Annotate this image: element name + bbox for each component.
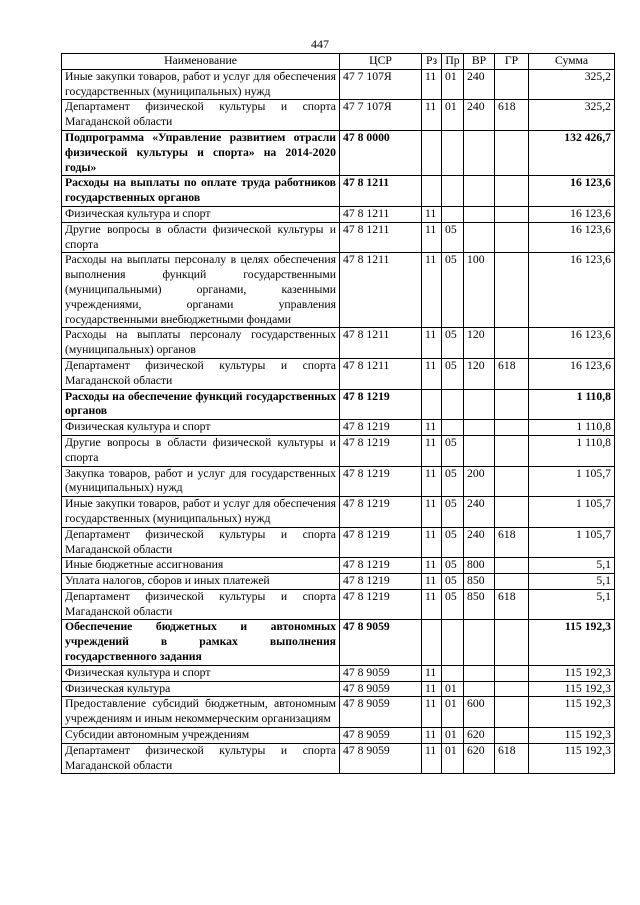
cell-gr: 618: [495, 100, 529, 131]
cell-vr: 850: [464, 589, 495, 620]
cell-pr: 05: [442, 466, 464, 497]
cell-csr: 47 8 1219: [340, 435, 422, 466]
cell-rz: [422, 176, 442, 207]
table-row: [62, 728, 615, 744]
cell-vr: 600: [464, 697, 495, 728]
table-row: [62, 681, 615, 697]
cell-pr: [442, 206, 464, 222]
cell-name: Расходы на выплаты персоналу в целях обеспечения выполнения функций государственными (муниципальными) органами, казенными учреждениями, органами управления государственными внебюджетными фондами: [62, 253, 340, 328]
cell-pr: 05: [442, 589, 464, 620]
cell-vr: [464, 420, 495, 436]
cell-gr: [495, 253, 529, 328]
cell-name: Департамент физической культуры и спорта Магаданской области: [62, 743, 340, 774]
cell-name: Предоставление субсидий бюджетным, автономным учреждениям и иным некоммерческим организациям: [62, 697, 340, 728]
page-number: 447: [311, 37, 329, 51]
cell-gr: [495, 697, 529, 728]
cell-gr: [495, 222, 529, 253]
header-sum: Сумма: [529, 54, 615, 70]
cell-rz: 11: [422, 681, 442, 697]
cell-sum: 16 123,6: [529, 222, 615, 253]
cell-rz: 11: [422, 527, 442, 558]
cell-csr: 47 8 9059: [340, 620, 422, 665]
cell-vr: [464, 222, 495, 253]
cell-name: Уплата налогов, сборов и иных платежей: [62, 574, 340, 590]
cell-csr: 47 8 1211: [340, 206, 422, 222]
cell-rz: 11: [422, 743, 442, 774]
table-row: [62, 527, 615, 558]
cell-name: Расходы на выплаты по оплате труда работников государственных органов: [62, 176, 340, 207]
cell-vr: [464, 665, 495, 681]
table-row: [62, 574, 615, 590]
cell-csr: 47 8 0000: [340, 130, 422, 175]
header-gr: ГР: [495, 54, 529, 70]
header-pr: Пр: [442, 54, 464, 70]
cell-vr: 800: [464, 558, 495, 574]
cell-name: Департамент физической культуры и спорта Магаданской области: [62, 358, 340, 389]
cell-sum: 16 123,6: [529, 253, 615, 328]
table-row: [62, 620, 615, 665]
cell-rz: 11: [422, 589, 442, 620]
table-row: [62, 206, 615, 222]
cell-csr: 47 8 1219: [340, 497, 422, 528]
cell-rz: 11: [422, 100, 442, 131]
cell-rz: 11: [422, 358, 442, 389]
cell-rz: 11: [422, 253, 442, 328]
table-row: [62, 435, 615, 466]
cell-vr: 620: [464, 743, 495, 774]
cell-pr: [442, 130, 464, 175]
cell-sum: 1 110,8: [529, 389, 615, 420]
cell-csr: 47 7 107Я: [340, 100, 422, 131]
cell-gr: [495, 206, 529, 222]
cell-sum: 16 123,6: [529, 176, 615, 207]
cell-name: Подпрограмма «Управление развитием отрасли физической культуры и спорта» на 2014-2020 годы»: [62, 130, 340, 175]
cell-sum: 115 192,3: [529, 728, 615, 744]
table-row: [62, 558, 615, 574]
cell-name: Департамент физической культуры и спорта Магаданской области: [62, 100, 340, 131]
cell-csr: 47 8 9059: [340, 681, 422, 697]
table-row: [62, 69, 615, 100]
cell-pr: 01: [442, 743, 464, 774]
cell-pr: [442, 620, 464, 665]
cell-vr: [464, 176, 495, 207]
cell-gr: [495, 328, 529, 359]
cell-rz: 11: [422, 466, 442, 497]
cell-pr: 01: [442, 69, 464, 100]
cell-csr: 47 8 9059: [340, 697, 422, 728]
cell-name: Физическая культура и спорт: [62, 665, 340, 681]
cell-rz: 11: [422, 206, 442, 222]
cell-rz: [422, 389, 442, 420]
cell-vr: 240: [464, 100, 495, 131]
cell-gr: [495, 69, 529, 100]
cell-csr: 47 8 1219: [340, 574, 422, 590]
cell-csr: 47 8 1219: [340, 420, 422, 436]
cell-gr: [495, 389, 529, 420]
table-row: [62, 743, 615, 774]
cell-rz: 11: [422, 69, 442, 100]
cell-name: Иные закупки товаров, работ и услуг для обеспечения государственных (муниципальных) нужд: [62, 497, 340, 528]
table-row: [62, 589, 615, 620]
cell-gr: [495, 497, 529, 528]
cell-csr: 47 8 9059: [340, 743, 422, 774]
cell-rz: 11: [422, 558, 442, 574]
cell-pr: 05: [442, 222, 464, 253]
cell-csr: 47 8 1211: [340, 358, 422, 389]
cell-name: Физическая культура и спорт: [62, 420, 340, 436]
cell-name: Департамент физической культуры и спорта Магаданской области: [62, 589, 340, 620]
cell-name: Другие вопросы в области физической культуры и спорта: [62, 435, 340, 466]
cell-rz: [422, 620, 442, 665]
cell-pr: 01: [442, 728, 464, 744]
cell-rz: 11: [422, 665, 442, 681]
cell-rz: 11: [422, 697, 442, 728]
cell-vr: [464, 435, 495, 466]
cell-name: Физическая культура: [62, 681, 340, 697]
table-row: [62, 222, 615, 253]
cell-csr: 47 8 9059: [340, 728, 422, 744]
cell-csr: 47 8 9059: [340, 665, 422, 681]
cell-gr: [495, 665, 529, 681]
cell-sum: 115 192,3: [529, 681, 615, 697]
cell-name: Расходы на обеспечение функций государственных органов: [62, 389, 340, 420]
cell-gr: [495, 681, 529, 697]
cell-sum: 5,1: [529, 574, 615, 590]
cell-name: Обеспечение бюджетных и автономных учреждений в рамках выполнения государственного задания: [62, 620, 340, 665]
table-row: [62, 358, 615, 389]
table-row: [62, 665, 615, 681]
cell-gr: [495, 620, 529, 665]
cell-pr: [442, 665, 464, 681]
cell-pr: 05: [442, 328, 464, 359]
cell-pr: 01: [442, 681, 464, 697]
cell-csr: 47 8 1219: [340, 466, 422, 497]
cell-sum: 115 192,3: [529, 743, 615, 774]
cell-name: Другие вопросы в области физической культуры и спорта: [62, 222, 340, 253]
cell-sum: 325,2: [529, 100, 615, 131]
header-rz: Рз: [422, 54, 442, 70]
cell-vr: 100: [464, 253, 495, 328]
table-row: [62, 497, 615, 528]
header-csr: ЦСР: [340, 54, 422, 70]
cell-rz: 11: [422, 435, 442, 466]
budget-table: [61, 53, 615, 774]
cell-rz: 11: [422, 574, 442, 590]
cell-gr: [495, 130, 529, 175]
header-vr: ВР: [464, 54, 495, 70]
cell-sum: 132 426,7: [529, 130, 615, 175]
cell-gr: [495, 435, 529, 466]
cell-gr: 618: [495, 589, 529, 620]
cell-pr: 05: [442, 497, 464, 528]
cell-csr: 47 8 1211: [340, 222, 422, 253]
cell-rz: 11: [422, 497, 442, 528]
cell-csr: 47 8 1219: [340, 589, 422, 620]
table-header-row: [62, 54, 615, 70]
cell-vr: 850: [464, 574, 495, 590]
cell-vr: 200: [464, 466, 495, 497]
cell-sum: 1 110,8: [529, 435, 615, 466]
cell-rz: 11: [422, 420, 442, 436]
cell-vr: 240: [464, 497, 495, 528]
cell-csr: 47 8 1211: [340, 176, 422, 207]
cell-vr: [464, 620, 495, 665]
cell-vr: [464, 130, 495, 175]
cell-pr: [442, 389, 464, 420]
cell-pr: 05: [442, 574, 464, 590]
cell-pr: 01: [442, 697, 464, 728]
cell-sum: 16 123,6: [529, 206, 615, 222]
table-row: [62, 100, 615, 131]
cell-gr: [495, 728, 529, 744]
cell-pr: [442, 420, 464, 436]
table-row: [62, 130, 615, 175]
cell-gr: [495, 466, 529, 497]
cell-sum: 16 123,6: [529, 328, 615, 359]
cell-name: Закупка товаров, работ и услуг для государственных (муниципальных) нужд: [62, 466, 340, 497]
cell-pr: 05: [442, 527, 464, 558]
cell-vr: [464, 681, 495, 697]
table-row: [62, 420, 615, 436]
cell-sum: 5,1: [529, 589, 615, 620]
cell-name: Субсидии автономным учреждениям: [62, 728, 340, 744]
table-row: [62, 176, 615, 207]
cell-sum: 115 192,3: [529, 665, 615, 681]
header-name: Наименование: [62, 54, 340, 70]
table-row: [62, 328, 615, 359]
table-row: [62, 253, 615, 328]
cell-rz: 11: [422, 222, 442, 253]
cell-name: Иные бюджетные ассигнования: [62, 558, 340, 574]
cell-csr: 47 8 1219: [340, 389, 422, 420]
cell-gr: [495, 574, 529, 590]
cell-vr: 240: [464, 527, 495, 558]
cell-sum: 115 192,3: [529, 620, 615, 665]
cell-pr: 05: [442, 358, 464, 389]
cell-pr: 05: [442, 558, 464, 574]
cell-vr: 120: [464, 358, 495, 389]
cell-name: Физическая культура и спорт: [62, 206, 340, 222]
cell-csr: 47 8 1211: [340, 253, 422, 328]
cell-gr: 618: [495, 527, 529, 558]
cell-sum: 115 192,3: [529, 697, 615, 728]
cell-name: Иные закупки товаров, работ и услуг для обеспечения государственных (муниципальных) нужд: [62, 69, 340, 100]
table-row: [62, 389, 615, 420]
cell-gr: 618: [495, 743, 529, 774]
cell-pr: 01: [442, 100, 464, 131]
table-row: [62, 466, 615, 497]
cell-vr: 240: [464, 69, 495, 100]
cell-csr: 47 8 1219: [340, 558, 422, 574]
table-row: [62, 697, 615, 728]
cell-vr: 120: [464, 328, 495, 359]
cell-vr: 620: [464, 728, 495, 744]
cell-vr: [464, 206, 495, 222]
cell-sum: 325,2: [529, 69, 615, 100]
cell-csr: 47 8 1211: [340, 328, 422, 359]
cell-sum: 5,1: [529, 558, 615, 574]
cell-rz: [422, 130, 442, 175]
cell-name: Департамент физической культуры и спорта Магаданской области: [62, 527, 340, 558]
cell-csr: 47 7 107Я: [340, 69, 422, 100]
cell-gr: 618: [495, 358, 529, 389]
cell-sum: 1 105,7: [529, 497, 615, 528]
cell-sum: 1 105,7: [529, 527, 615, 558]
cell-rz: 11: [422, 728, 442, 744]
cell-gr: [495, 420, 529, 436]
table-body: [62, 69, 615, 774]
cell-sum: 16 123,6: [529, 358, 615, 389]
cell-pr: [442, 176, 464, 207]
cell-gr: [495, 176, 529, 207]
cell-csr: 47 8 1219: [340, 527, 422, 558]
cell-sum: 1 105,7: [529, 466, 615, 497]
cell-vr: [464, 389, 495, 420]
cell-gr: [495, 558, 529, 574]
cell-rz: 11: [422, 328, 442, 359]
cell-pr: 05: [442, 435, 464, 466]
cell-pr: 05: [442, 253, 464, 328]
cell-name: Расходы на выплаты персоналу государственных (муниципальных) органов: [62, 328, 340, 359]
cell-sum: 1 110,8: [529, 420, 615, 436]
